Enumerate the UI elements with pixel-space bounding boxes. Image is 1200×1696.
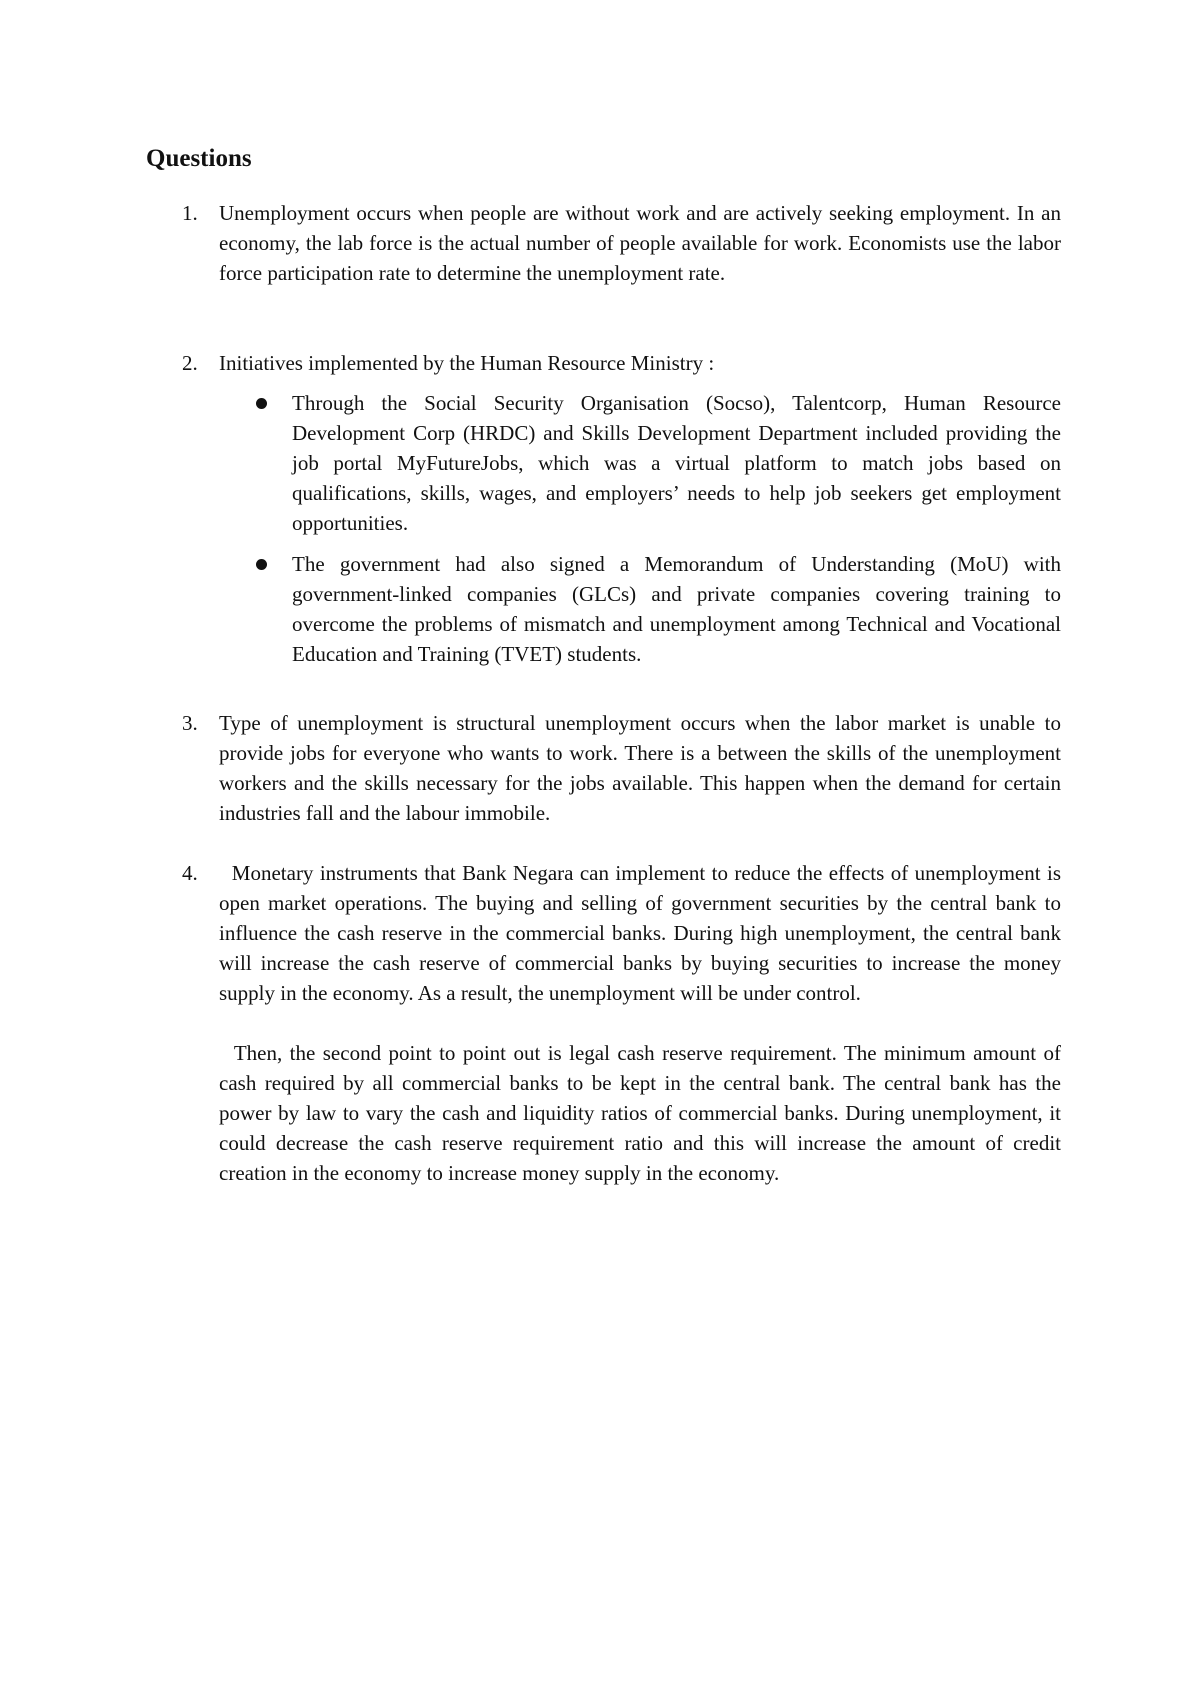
page-title: Questions (146, 145, 252, 172)
question-4-paragraph-1: Monetary instruments that Bank Negara can implement to reduce the effects of unemployment is open market operations. The buying and selling of government securities by the central bank to influence the cash reserve in the commercial banks. During high unemployment, the central bank will increase the cash reserve of commercial banks by buying securities to increase the money supply in the economy. As a result, the unemployment will be under control. (219, 861, 1061, 1005)
question-3-text: Type of unemployment is structural unemployment occurs when the labor market is unable to provide jobs for everyone who wants to work. There is a between the skills of the unemployment workers and the skills necessary for the jobs available. This happen when the demand for certain industries fall and the labour immobile. (219, 711, 1061, 825)
question-1-number: 1. (182, 201, 198, 225)
bullet-icon (256, 559, 267, 570)
bullet-icon (256, 398, 267, 409)
question-1-text: Unemployment occurs when people are without work and are actively seeking employment. In an economy, the lab force is the actual number of people available for work. Economists use the labor force participation rate to determine the unemployment rate. (219, 201, 1061, 285)
question-2-bullet-2-text: The government had also signed a Memorandum of Understanding (MoU) with government-linked companies (GLCs) and private companies covering training to overcome the problems of mismatch and unemployment among Technical and Vocational Education and Training (TVET) students. (292, 552, 1061, 666)
question-4-paragraph-2: Then, the second point to point out is legal cash reserve requirement. The minimum amount of cash required by all commercial banks to be kept in the central bank. The central bank has the power by law to vary the cash and liquidity ratios of commercial banks. During unemployment, it could decrease the cash reserve requirement ratio and this will increase the amount of credit creation in the economy to increase money supply in the economy. (219, 1041, 1061, 1185)
question-2-intro: Initiatives implemented by the Human Resource Ministry : (219, 351, 715, 375)
question-2-number: 2. (182, 351, 198, 375)
question-4-number: 4. (182, 861, 198, 885)
question-2-bullet-1-text: Through the Social Security Organisation (Socso), Talentcorp, Human Resource Development Corp (HRDC) and Skills Development Department included providing the job portal MyFutureJobs, which was a virtual platform to match jobs based on qualifications, skills, wages, and employers’ needs to help job seekers get employment opportunities. (292, 391, 1061, 535)
question-3-number: 3. (182, 711, 198, 735)
